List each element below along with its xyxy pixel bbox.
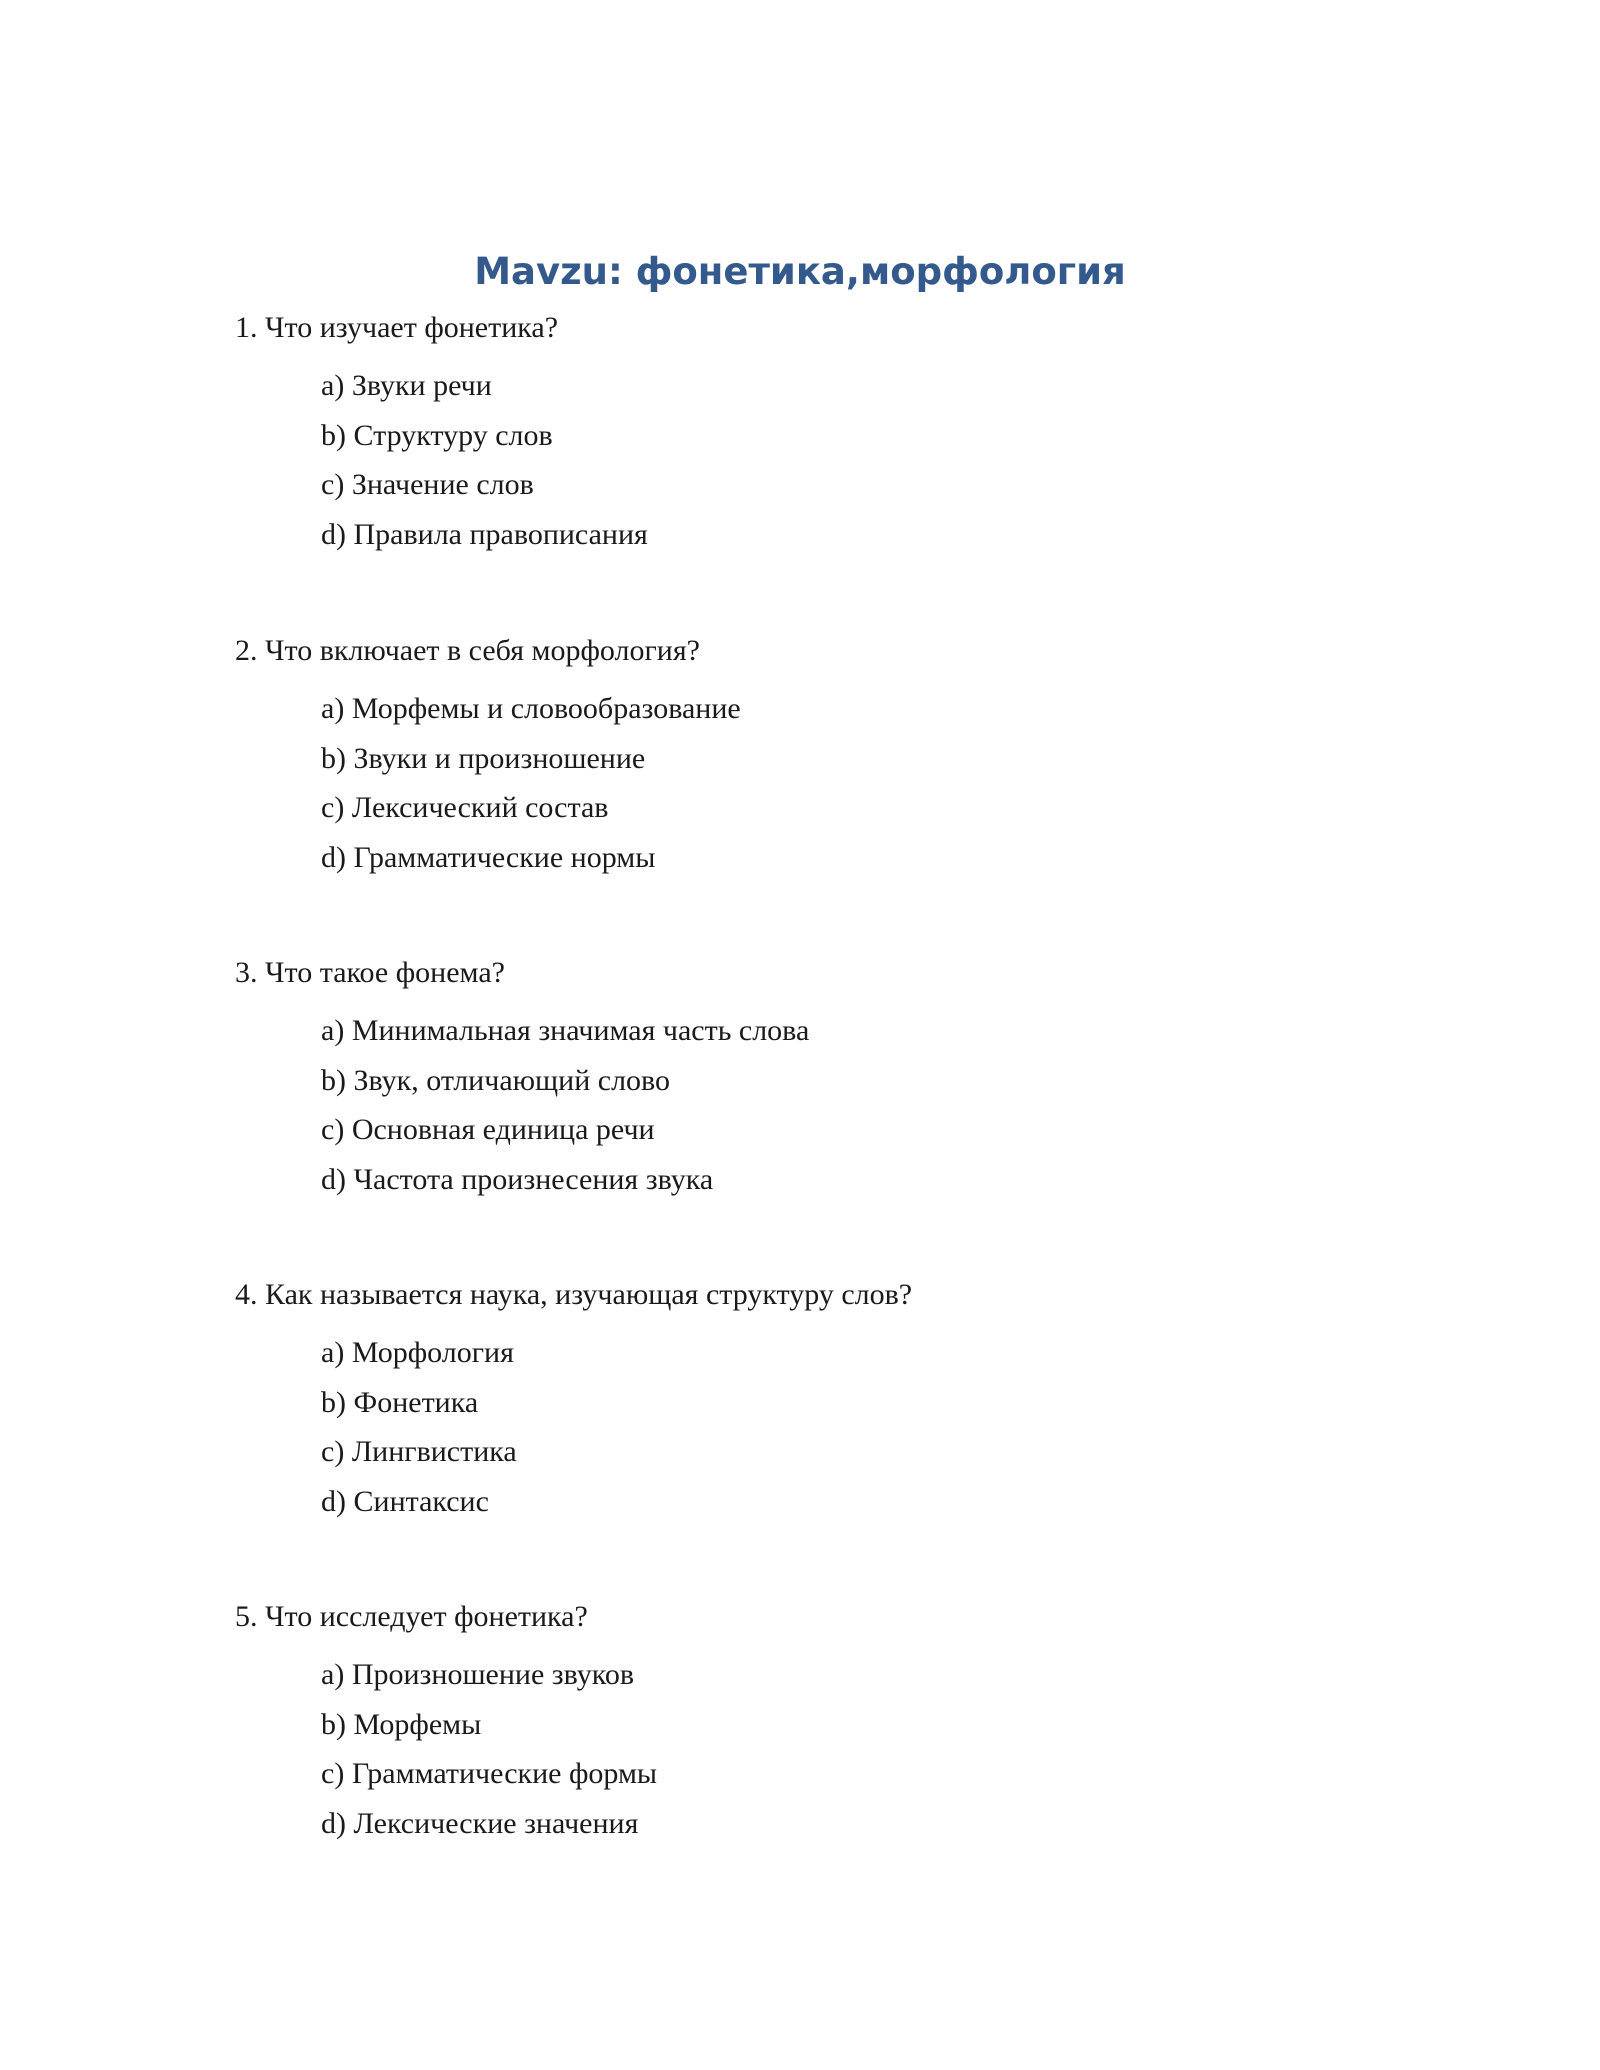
option-b	[321, 1707, 1435, 1757]
option-c	[321, 1434, 1435, 1484]
question-3	[235, 955, 1435, 1211]
option-text: Основная единица речи	[351, 1113, 655, 1146]
option-d	[321, 1484, 1435, 1534]
answer-options	[321, 1013, 1435, 1211]
option-b	[321, 1385, 1435, 1435]
option-d	[321, 1806, 1435, 1856]
option-text: Синтаксис	[353, 1484, 489, 1518]
option-letter: b)	[321, 741, 346, 775]
option-text: Лингвистика	[351, 1435, 517, 1468]
option-text: Грамматические нормы	[353, 840, 656, 874]
option-letter: c)	[321, 468, 345, 501]
option-b	[321, 418, 1435, 468]
question-text: 3. Что такое фонема?	[235, 956, 505, 989]
option-text: Лексический состав	[351, 791, 609, 824]
option-letter: c)	[321, 1435, 345, 1468]
option-text: Звуки речи	[351, 369, 492, 402]
option-d	[321, 1162, 1435, 1212]
option-letter: a)	[321, 1014, 345, 1047]
option-letter: a)	[321, 369, 345, 402]
option-text: Фонетика	[353, 1385, 479, 1419]
option-letter: d)	[321, 1484, 346, 1518]
option-text: Морфемы и словообразование	[351, 692, 741, 725]
question-4	[235, 1277, 1435, 1533]
option-a	[321, 1335, 1435, 1385]
option-text: Правила правописания	[353, 517, 648, 551]
option-text: Морфемы	[353, 1707, 482, 1741]
option-letter: a)	[321, 1658, 345, 1691]
option-c	[321, 1112, 1435, 1162]
option-letter: d)	[321, 517, 346, 551]
option-a	[321, 1657, 1435, 1707]
question-text: 5. Что исследует фонетика?	[235, 1600, 588, 1633]
option-b	[321, 1063, 1435, 1113]
answer-options	[321, 1657, 1435, 1855]
option-letter: a)	[321, 1336, 345, 1369]
option-letter: c)	[321, 1757, 345, 1790]
option-letter: a)	[321, 692, 345, 725]
option-text: Звуки и произношение	[353, 741, 646, 775]
option-text: Частота произнесения звука	[353, 1162, 714, 1196]
question-5	[235, 1599, 1435, 1855]
option-d	[321, 517, 1435, 567]
option-letter: d)	[321, 1806, 346, 1840]
question-2	[235, 633, 1435, 889]
option-text: Произношение звуков	[351, 1658, 634, 1691]
option-a	[321, 368, 1435, 418]
option-c	[321, 1756, 1435, 1806]
option-letter: b)	[321, 418, 346, 452]
option-text: Грамматические формы	[351, 1757, 658, 1790]
option-a	[321, 1013, 1435, 1063]
option-letter: c)	[321, 791, 345, 824]
option-letter: c)	[321, 1113, 345, 1146]
question-text: 1. Что изучает фонетика?	[235, 311, 559, 344]
option-text: Лексические значения	[353, 1806, 639, 1840]
option-letter: b)	[321, 1707, 346, 1741]
option-b	[321, 741, 1435, 791]
answer-options	[321, 691, 1435, 889]
page-title: Mavzu: фонетика,морфология	[474, 250, 1126, 293]
option-letter: d)	[321, 1162, 346, 1196]
option-c	[321, 790, 1435, 840]
option-a	[321, 691, 1435, 741]
option-text: Значение слов	[351, 468, 534, 501]
option-text: Структуру слов	[353, 418, 553, 452]
option-letter: b)	[321, 1385, 346, 1419]
option-c	[321, 467, 1435, 517]
option-text: Звук, отличающий слово	[353, 1063, 671, 1097]
option-letter: d)	[321, 840, 346, 874]
option-d	[321, 840, 1435, 890]
answer-options	[321, 1335, 1435, 1533]
question-text: 2. Что включает в себя морфология?	[235, 634, 700, 667]
option-text: Морфология	[351, 1336, 514, 1369]
question-1	[235, 310, 1435, 566]
answer-options	[321, 368, 1435, 566]
question-text: 4. Как называется наука, изучающая структуру слов?	[235, 1278, 913, 1311]
option-letter: b)	[321, 1063, 346, 1097]
option-text: Минимальная значимая часть слова	[351, 1014, 810, 1047]
